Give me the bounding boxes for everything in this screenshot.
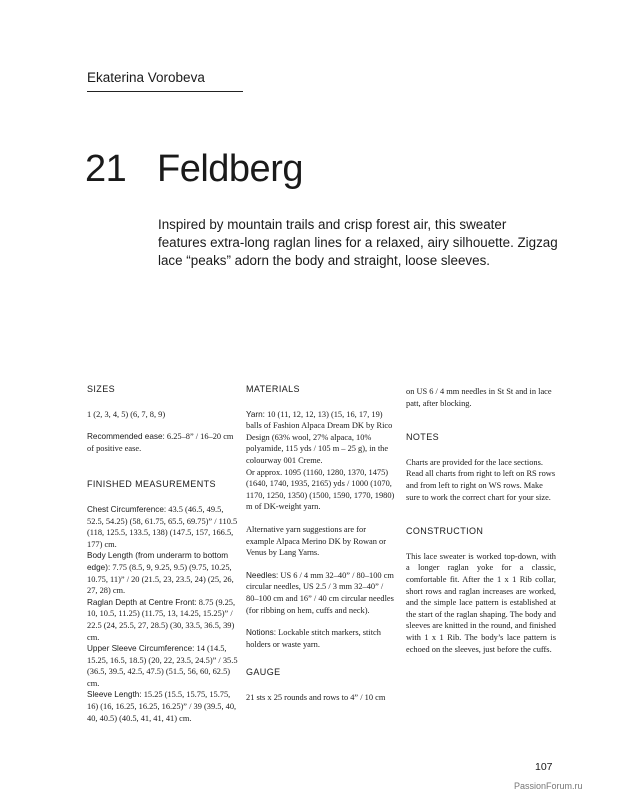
construction-heading: CONSTRUCTION	[406, 526, 484, 537]
measurement-text: 7.75 (8.5, 9, 9.25, 9.5) (9.75, 10.25, 10.75, 11)” / 20 (21.5, 23, 23.5, 24) (25, 26, 27, 28) cm.	[87, 562, 234, 596]
chapter-number: 21	[85, 148, 127, 190]
yarn-paragraph	[246, 409, 396, 467]
measurement-item	[87, 689, 239, 724]
measurement-label: Upper Sleeve Circumference:	[87, 644, 195, 654]
notes-text: Charts are provided for the lace sections. Read all charts from right to left on RS rows and from left to right on WS rows. Make sure to work the correct chart for your size.	[406, 457, 556, 502]
materials-heading: MATERIALS	[246, 384, 300, 394]
measurement-label: Sleeve Length:	[87, 690, 142, 700]
finished-measurements-heading: FINISHED MEASUREMENTS	[87, 479, 216, 490]
measurement-text: 43.5 (46.5, 49.5, 52.5, 54.25) (58, 61.75, 65.5, 69.75)” / 110.5 (118, 125.5, 133.5, 138) (147.5, 157, 166.5, 177) cm.	[87, 504, 238, 549]
construction-text: This lace sweater is worked top-down, with a longer raglan yoke for a classic, comfortable fit. After the 1 x 1 Rib collar, short rows and raglan increases are worked, and the simple lace pattern is established at the start of the raglan shaping. The body and sleeves are knitted in the round, and finished with 1 x 1 Rib. The body’s lace pattern is echoed on the sleeves, just before the cuffs.	[406, 551, 556, 654]
column-notes	[406, 386, 556, 666]
gauge-continued: on US 6 / 4 mm needles in St St and in lace patt, after blocking.	[406, 387, 552, 408]
measurement-item	[87, 643, 239, 689]
chapter-heading	[85, 148, 303, 191]
alternative-yarn-suggestions: Alternative yarn suggestions are for example Alpaca Merino DK by Rowan or Venus by Lang Yarns.	[246, 524, 387, 558]
notions-label: Notions:	[246, 628, 277, 638]
measurement-text: 15.25 (15.5, 15.75, 15.75, 16) (16, 16.25, 16.25, 16.25)” / 39 (39.5, 40, 40, 40.5) (40.5, 41, 41, 41) cm.	[87, 690, 237, 723]
measurement-label: Chest Circumference:	[87, 504, 167, 514]
recommended-ease	[87, 431, 239, 454]
column-materials	[246, 384, 396, 714]
measurement-item	[87, 597, 239, 643]
needles-label: Needles:	[246, 570, 279, 580]
sizes-list: 1 (2, 3, 4, 5) (6, 7, 8, 9)	[87, 409, 166, 419]
notes-heading: NOTES	[406, 432, 440, 443]
measurement-item	[87, 504, 239, 550]
needles-paragraph	[246, 570, 396, 616]
ease-label: Recommended ease:	[87, 432, 165, 442]
ease-text: 6.25–8” / 16–20 cm of positive ease.	[87, 432, 234, 453]
measurement-item	[87, 550, 239, 596]
gauge-text: 21 sts x 25 rounds and rows to 4” / 10 cm	[246, 692, 386, 702]
page-number: 107	[535, 761, 553, 773]
sizes-heading: SIZES	[87, 384, 116, 394]
chapter-title: Feldberg	[157, 148, 303, 190]
measurement-text: 14 (14.5, 15.25, 16.5, 18.5) (20, 22, 23.5, 24.5)” / 35.5 (36.5, 39.5, 42.5, 47.5) (51.5, 56, 60, 62.5) cm.	[87, 644, 238, 688]
yarn-label: Yarn:	[246, 409, 265, 419]
notions-text: Lockable stitch markers, stitch holders or waste yarn.	[246, 628, 381, 649]
measurement-text: 8.75 (9.25, 10, 10.5, 11.25) (11.75, 13, 14.25, 15.25)” / 22.5 (24, 25.5, 27, 28.5) (30, 33.5, 36.5, 39) cm.	[87, 597, 236, 642]
yarn-alternative-amount: Or approx. 1095 (1160, 1280, 1370, 1475) (1640, 1740, 1935, 2165) yds / 1000 (1070, 1170, 1250, 1350) (1500, 1590, 1770, 1980) m of DK-weight yarn.	[246, 467, 395, 512]
column-sizes	[87, 384, 239, 724]
yarn-text: 10 (11, 12, 12, 13) (15, 16, 17, 19) balls of Fashion Alpaca Dream DK by Rico Design (63% wool, 27% alpaca, 10% polyamide, 115 yds / 105 m – 25 g), in the colourway 001 Creme.	[246, 409, 393, 465]
gauge-heading: GAUGE	[246, 667, 281, 678]
measurement-label: Raglan Depth at Centre Front:	[87, 597, 197, 607]
author-name: Ekaterina Vorobeva	[87, 70, 243, 92]
watermark: PassionForum.ru	[514, 781, 583, 791]
intro-paragraph: Inspired by mountain trails and crisp forest air, this sweater features extra-long raglan lines for a relaxed, airy silhouette. Zigzag lace “peaks” adorn the body and straight, loose sleeves.	[158, 217, 558, 268]
needles-text: US 6 / 4 mm 32–40” / 80–100 cm circular needles, US 2.5 / 3 mm 32–40” / 80–100 cm and 16” / 40 cm circular needles (for ribbing on hem, cuffs and neck).	[246, 570, 394, 615]
measurement-label: Body Length (from underarm to bottom edge):	[87, 551, 229, 572]
notions-paragraph	[246, 627, 396, 650]
